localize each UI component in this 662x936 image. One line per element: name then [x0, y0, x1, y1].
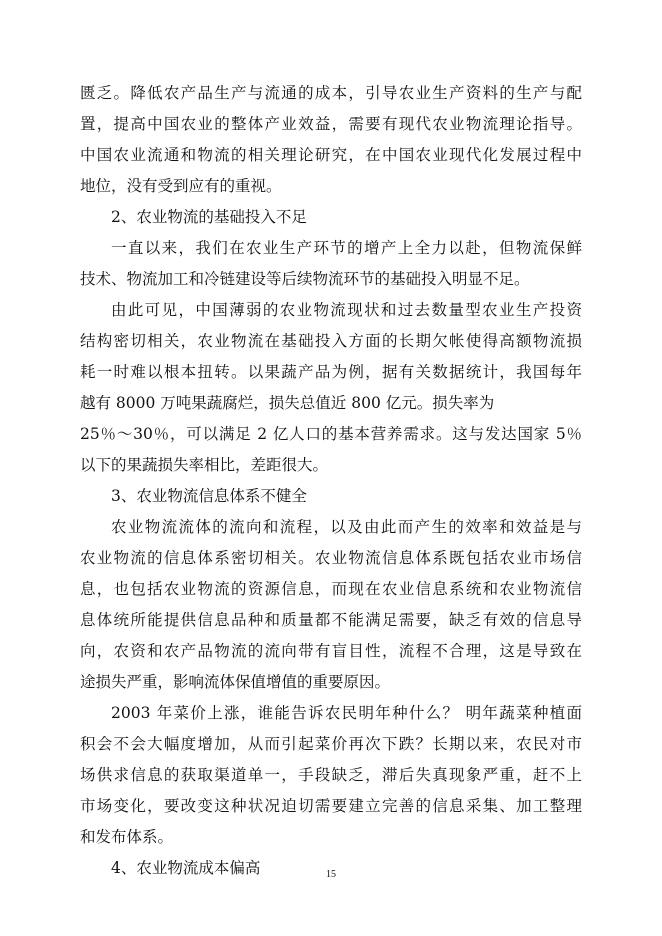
section-heading: 4、农业物流成本偏高	[111, 859, 261, 877]
paragraph-line: 市场变化，要改变这种状况迫切需要建立完善的信息采集、加工整理	[80, 797, 582, 815]
paragraph-line: 积会不会大幅度增加，从而引起菜价再次下跌？长期以来，农民对市	[80, 735, 582, 753]
paragraph-line: 农业物流流体的流向和流程，以及由此而产生的效率和效益是与	[111, 518, 582, 536]
paragraph-line: 息，也包括农业物流的资源信息，而现在农业信息系统和农业物流信	[80, 580, 582, 598]
paragraph-line: 场供求信息的获取渠道单一，手段缺乏，滞后失真现象严重，赶不上	[80, 766, 582, 784]
paragraph-line: 结构密切相关，农业物流在基础投入方面的长期欠帐使得高额物流损	[80, 332, 582, 350]
paragraph-line: 置，提高中国农业的整体产业效益，需要有现代农业物流理论指导。	[80, 115, 582, 133]
paragraph-line: 2003 年菜价上涨，谁能告诉农民明年种什么？ 明年蔬菜种植面	[111, 704, 582, 722]
paragraph-line: 和发布体系。	[80, 828, 174, 846]
paragraph-line: 耗一时难以根本扭转。以果蔬产品为例，据有关数据统计，我国每年	[80, 363, 582, 381]
paragraph-line: 技术、物流加工和冷链建设等后续物流环节的基础投入明显不足。	[80, 270, 530, 288]
section-heading: 3、农业物流信息体系不健全	[111, 487, 307, 505]
paragraph-line: 地位，没有受到应有的重视。	[80, 177, 282, 195]
paragraph-line: 向，农资和农产品物流的流向带有盲目性，流程不合理，这是导致在	[80, 642, 582, 660]
paragraph-line: 由此可见，中国薄弱的农业物流现状和过去数量型农业生产投资	[111, 301, 582, 319]
paragraph-line: 农业物流的信息体系密切相关。农业物流信息体系既包括农业市场信	[80, 549, 582, 567]
paragraph-line: 中国农业流通和物流的相关理论研究，在中国农业现代化发展过程中	[80, 146, 582, 164]
paragraph-line: 以下的果蔬损失率相比，差距很大。	[80, 456, 329, 474]
paragraph-line: 息体统所能提供信息品种和质量都不能满足需要，缺乏有效的信息导	[80, 611, 582, 629]
paragraph-line: 一直以来，我们在农业生产环节的增产上全力以赴，但物流保鲜	[111, 239, 582, 257]
paragraph-line: 越有 8000 万吨果蔬腐烂，损失总值近 800 亿元。损失率为	[80, 394, 495, 412]
paragraph-line: 25％～30％，可以满足 2 亿人口的基本营养需求。这与发达国家 5％	[80, 425, 582, 443]
paragraph-line: 匮乏。降低农产品生产与流通的成本，引导农业生产资料的生产与配	[80, 84, 582, 102]
section-heading: 2、农业物流的基础投入不足	[111, 208, 307, 226]
page-number: 15	[326, 869, 336, 880]
paragraph-line: 途损失严重，影响流体保值增值的重要原因。	[80, 673, 391, 691]
